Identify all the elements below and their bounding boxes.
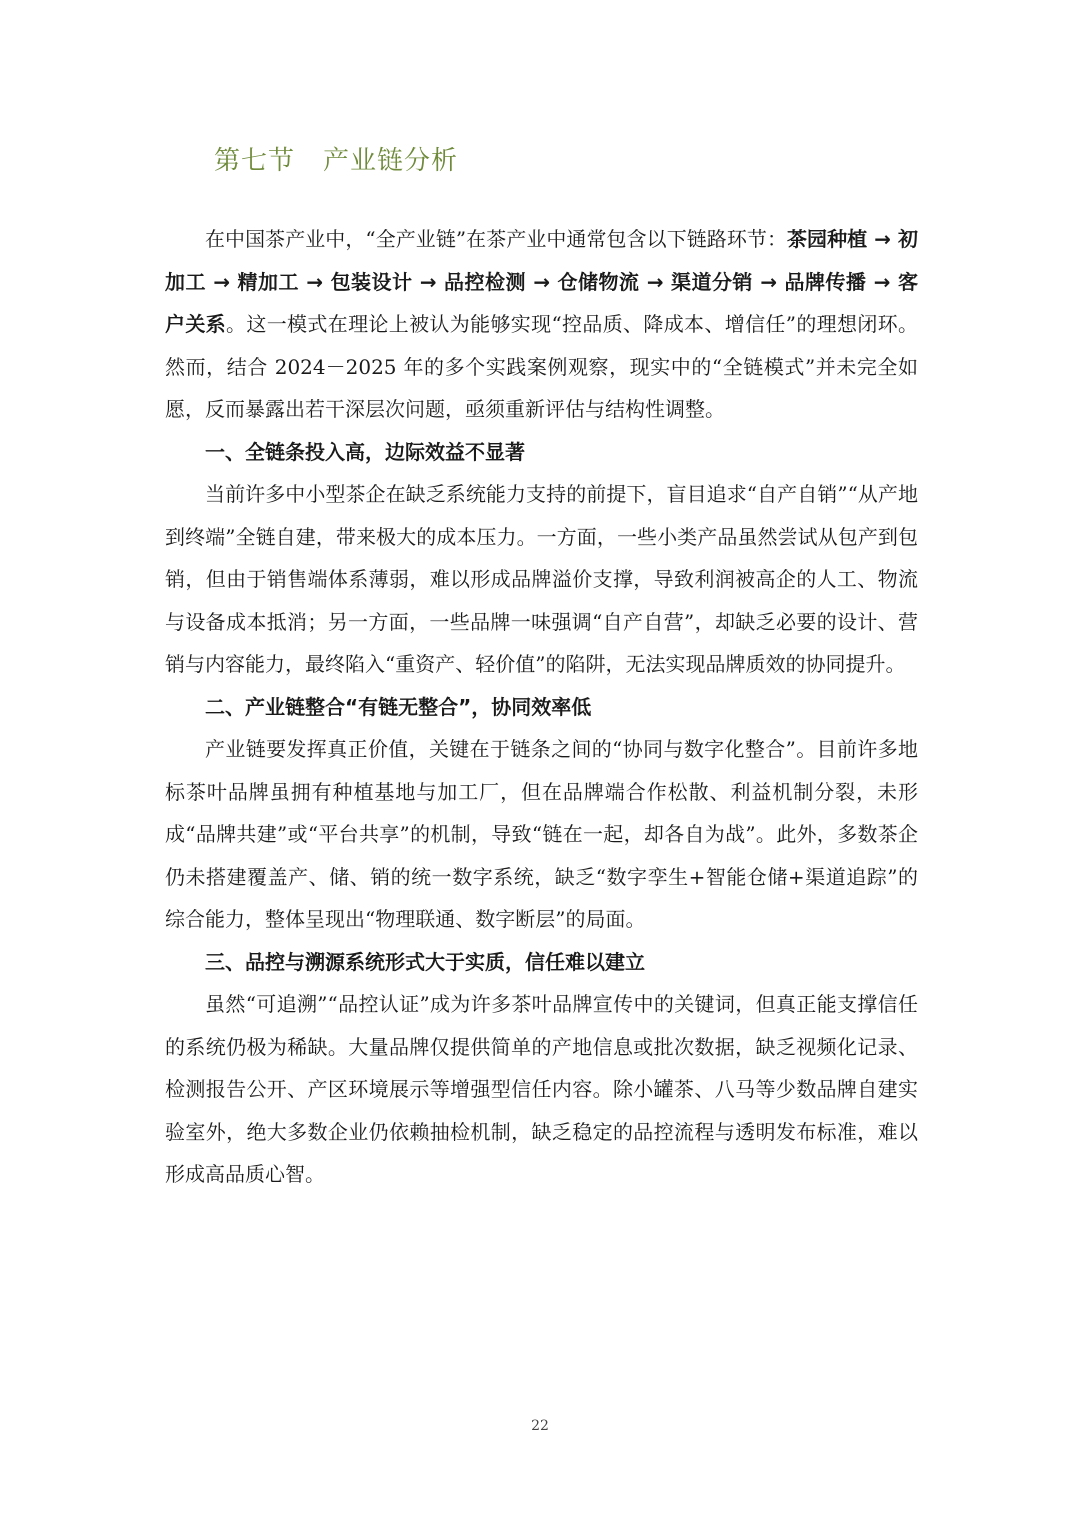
section-title-text: 产业链分析 [323, 146, 459, 176]
subheading-1: 一、全链条投入高，边际效益不显著 [205, 439, 525, 464]
subheading-3: 三、品控与溯源系统形式大于实质，信任难以建立 [205, 949, 645, 974]
document-body [165, 218, 918, 1196]
intro-text-after: 。这一模式在理论上被认为能够实现“控品质、降成本、增信任”的理想闭环。然而，结合 2024－2025 年的多个实践案例观察，现实中的“全链模式”并未完全如愿，反而暴露出若干深层次问题，亟须重新评估与结构性调整。 [165, 312, 919, 421]
intro-paragraph [165, 218, 918, 431]
section-title [214, 140, 458, 177]
subheading-2: 二、产业链整合“有链无整合”，协同效率低 [205, 694, 592, 719]
intro-text-before: 在中国茶产业中，“全产业链”在茶产业中通常包含以下链路环节： [205, 227, 787, 251]
paragraph-1: 当前许多中小型茶企在缺乏系统能力支持的前提下，盲目追求“自产自销”“从产地到终端”全链自建，带来极大的成本压力。一方面，一些小类产品虽然尝试从包产到包销，但由于销售端体系薄弱，难以形成品牌溢价支撑，导致利润被高企的人工、物流与设备成本抵消；另一方面，一些品牌一味强调“自产自营”，却缺乏必要的设计、营销与内容能力，最终陷入“重资产、轻价值”的陷阱，无法实现品牌质效的协同提升。 [165, 482, 918, 676]
paragraph-2: 产业链要发挥真正价值，关键在于链条之间的“协同与数字化整合”。目前许多地标茶叶品牌虽拥有种植基地与加工厂，但在品牌端合作松散、利益机制分裂，未形成“品牌共建”或“平台共享”的机制，导致“链在一起，却各自为战”。此外，多数茶企仍未搭建覆盖产、储、销的统一数字系统，缺乏“数字孪生+智能仓储+渠道追踪”的综合能力，整体呈现出“物理联通、数字断层”的局面。 [165, 737, 918, 931]
paragraph-3: 虽然“可追溯”“品控认证”成为许多茶叶品牌宣传中的关键词，但真正能支撑信任的系统仍极为稀缺。大量品牌仅提供简单的产地信息或批次数据，缺乏视频化记录、检测报告公开、产区环境展示等增强型信任内容。除小罐茶、八马等少数品牌自建实验室外，绝大多数企业仍依赖抽检机制，缺乏稳定的品控流程与透明发布标准，难以形成高品质心智。 [165, 992, 918, 1186]
page-number: 22 [531, 1418, 549, 1434]
industry-chain-sequence: 茶园种植 → 初加工 → 精加工 → 包装设计 → 品控检测 → 仓储物流 → 渠道分销 → 品牌传播 → 客户关系 [165, 227, 918, 336]
section-number: 第七节 [214, 146, 296, 176]
